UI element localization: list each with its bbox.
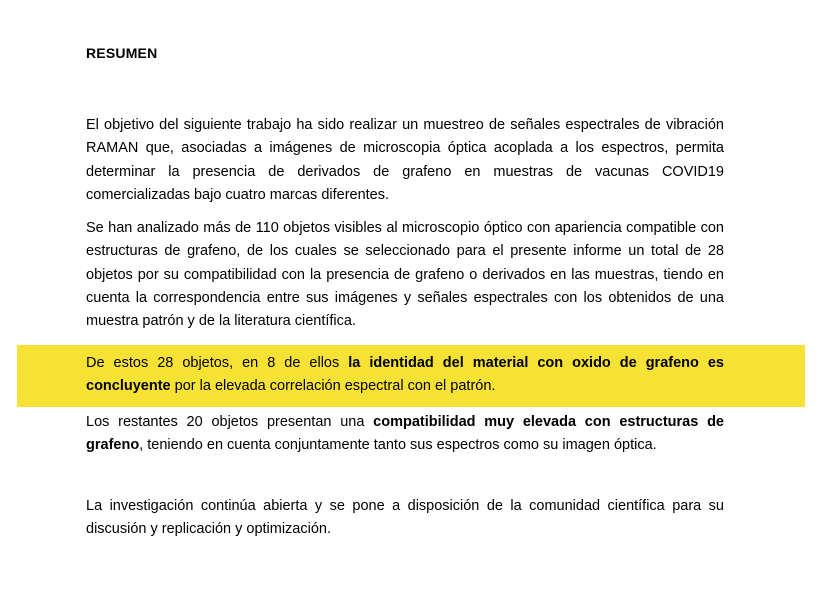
paragraph-conclusion-text: De estos 28 objetos, en 8 de ellos (86, 355, 349, 371)
paragraph-conclusion-tail: por la elevada correlación espectral con el patrón. (170, 378, 496, 395)
paragraph-conclusion-bold: la identidad del material con oxido de grafeno es concluyente (86, 355, 724, 395)
paragraph-remaining-bold: compatibilidad muy elevada con estructuras de grafeno (86, 414, 724, 454)
paragraph-remaining (86, 411, 724, 458)
paragraph-objective: El objetivo del siguiente trabajo ha sido realizar un muestreo de señales espectrales de vibración RAMAN que, asociadas a imágenes de microscopia óptica acoplada a los espectros, permita determinar la presencia de derivados de grafeno en muestras de vacunas COVID19 comercializadas bajo cuatro marcas diferentes. (86, 117, 724, 203)
paragraph-conclusion-highlighted (86, 352, 724, 399)
paragraph-open-research: La investigación continúa abierta y se pone a disposición de la comunidad científica para su discusión y replicación y optimización. (86, 498, 724, 538)
paragraph-analysis: Se han analizado más de 110 objetos visibles al microscopio óptico con apariencia compatible con estructuras de grafeno, de los cuales se seleccionado para el presente informe un total de 28 objetos por su compatibilidad con la presencia de grafeno o derivados en las muestras, tiendo en cuenta la correspondencia entre sus imágenes y señales espectrales con los obtenidos de una muestra patrón y de la literatura científica. (86, 220, 724, 330)
paragraph-remaining-tail: , teniendo en cuenta conjuntamente tanto sus espectros como su imagen óptica. (139, 437, 657, 454)
section-heading: RESUMEN (86, 45, 158, 61)
paragraph-remaining-text: Los restantes 20 objetos presentan una (86, 414, 374, 430)
